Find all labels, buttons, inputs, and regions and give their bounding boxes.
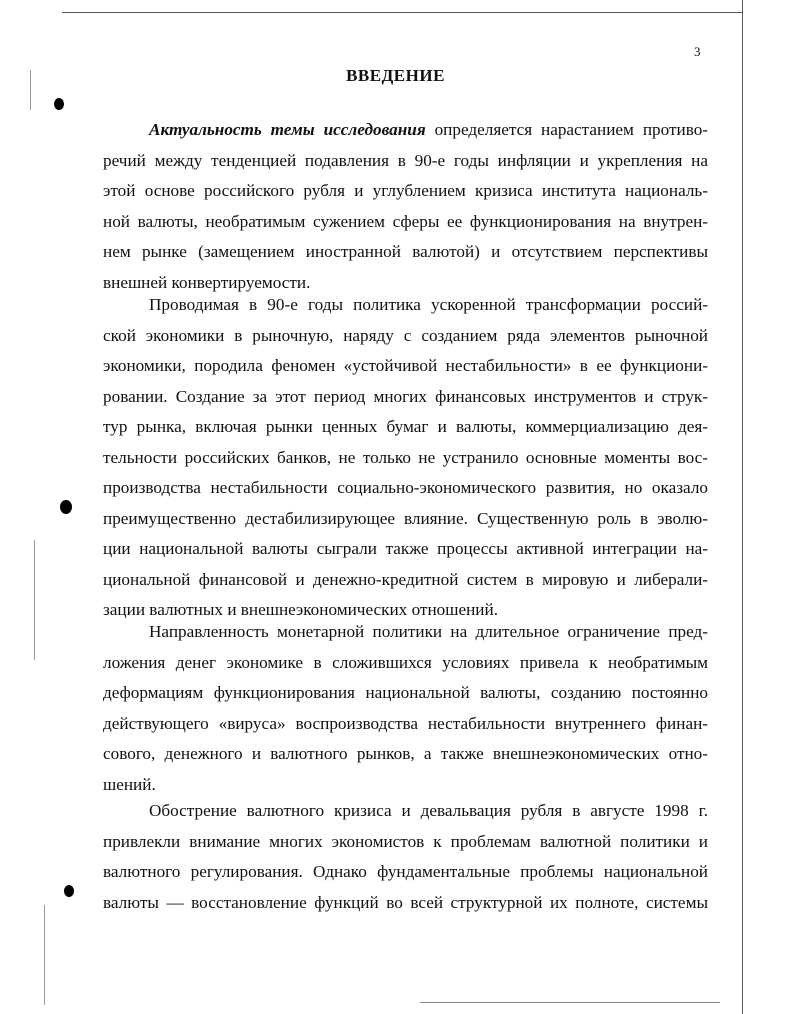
paragraph-3	[103, 617, 708, 800]
paragraph-line: этой основе российского рубля и углублением кризиса института националь-	[103, 181, 708, 200]
paragraph-line: Направленность монетарной политики на длительное ограничение пред-	[149, 622, 708, 641]
paragraph-line: тельности российских банков, не только не устранило основные моменты вос-	[103, 447, 708, 467]
paragraph-line: преимущественно дестабилизирующее влияние. Существенную роль в эволю-	[103, 508, 708, 528]
paragraph-1	[103, 115, 708, 298]
punch-mark	[54, 98, 64, 110]
punch-mark	[64, 885, 74, 897]
paragraph-line: сового, денежного и валютного рынков, а также внешнеэкономических отно-	[103, 744, 708, 763]
paragraph-line: ной валюты, необратимым сужением сферы ее функционирования на внутрен-	[103, 211, 708, 231]
paragraph-line: внешней конвертируемости.	[103, 272, 311, 292]
paragraph-line: экономики, породила феномен «устойчивой нестабильности» в ее функциони-	[103, 356, 708, 375]
paragraph-line: Обострение валютного кризиса и девальвация рубля в августе 1998 г.	[149, 801, 708, 820]
scan-border-right	[742, 0, 743, 1014]
scan-border-left-low	[44, 905, 45, 1005]
paragraph-line: валюты — восстановление функций во всей структурной их полноте, системы	[103, 892, 708, 912]
paragraph-line: производства нестабильности социально-экономического развития, но оказало	[103, 478, 708, 497]
paragraph-line: действующего «вируса» воспроизводства нестабильности внутреннего финан-	[103, 713, 708, 733]
paragraph-4	[103, 796, 708, 918]
paragraph-line: валютного регулирования. Однако фундаментальные проблемы национальной	[103, 862, 708, 881]
paragraph-line: ской экономики в рыночную, наряду с созданием ряда элементов рыночной	[103, 325, 708, 345]
paragraph-line: зации валютных и внешнеэкономических отношений.	[103, 600, 498, 619]
paragraph-line: циональной финансовой и денежно-кредитной систем в мировую и либерали-	[103, 569, 708, 589]
paragraph-line: речий между тенденцией подавления в 90-е годы инфляции и укрепления на	[103, 150, 708, 170]
paragraph-2	[103, 290, 708, 626]
paragraph-line: деформациям функционирования национальной валюты, созданию постоянно	[103, 683, 708, 702]
page-title: ВВЕДЕНИЕ	[346, 66, 445, 85]
paragraph-line: Проводимая в 90-е годы политика ускоренной трансформации россий-	[149, 295, 708, 314]
paragraph-line: шений.	[103, 774, 156, 794]
scan-border-top	[62, 12, 742, 13]
emphasis-phrase: Актуальность темы исследования	[149, 120, 426, 139]
scan-border-bottom	[420, 1002, 720, 1003]
paragraph-line: нем рынке (замещением иностранной валютой) и отсутствием перспективы	[103, 242, 708, 261]
paragraph-line: ровании. Создание за этот период многих финансовых инструментов и струк-	[103, 386, 708, 406]
paragraph-line: привлекли внимание многих экономистов к проблемам валютной политики и	[103, 831, 708, 851]
scan-border-left-mid	[34, 540, 35, 660]
paragraph-line: ции национальной валюты сыграли также процессы активной интеграции на-	[103, 539, 708, 558]
page-number: 3	[694, 44, 701, 59]
punch-mark	[60, 500, 72, 514]
paragraph-line: ложения денег экономике в сложившихся условиях привела к необратимым	[103, 652, 708, 672]
paragraph-line: тур рынка, включая рынки ценных бумаг и валюты, коммерциализацию дея-	[103, 417, 708, 436]
paragraph-line: Актуальность темы исследования определяется нарастанием противо-	[149, 120, 709, 139]
